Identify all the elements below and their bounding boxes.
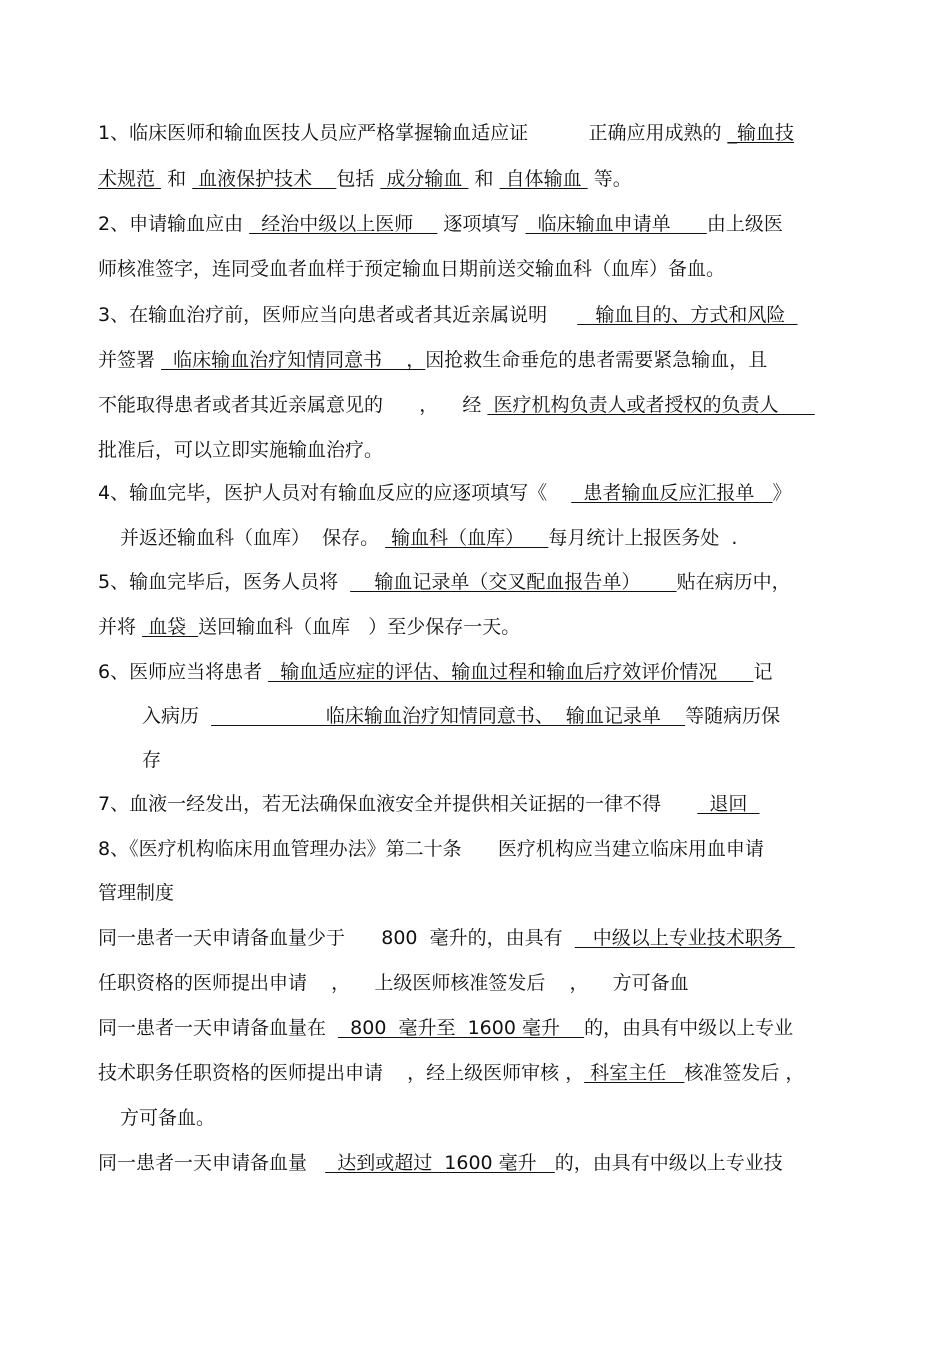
blank-answer: 输血目的、方式和风险 [577, 304, 798, 326]
text-segment: 贴在病历中， [676, 571, 791, 593]
text-segment: 8、《医疗机构临床用血管理办法》第二十条 医疗机构应当建立临床用血申请 [98, 838, 764, 860]
text-segment: 正确应用成熟的 [528, 122, 728, 144]
blank-answer: 退回 [697, 793, 760, 815]
text-line [98, 437, 383, 463]
blank-answer: 达到或超过 1600 毫升 [325, 1152, 555, 1174]
text-line [98, 347, 767, 373]
text-segment: 因抢救生命垂危的患者需要紧急输血，且 [425, 349, 768, 371]
text-segment: 等。 [587, 168, 632, 190]
text-line [98, 569, 791, 595]
text-line [98, 791, 760, 817]
text-segment: 送回输血科（血库 ）至少保存一天。 [198, 616, 521, 638]
text-line [98, 302, 798, 328]
text-segment: 等随病历保 [685, 705, 781, 727]
text-line [98, 480, 791, 506]
text-line [98, 256, 725, 282]
text-line [98, 880, 174, 906]
blank-answer: 患者输血反应汇报单 [571, 482, 773, 504]
text-segment: 师核准签字，连同受血者血样于预定输血日期前送交输血科（血库）备血。 [98, 258, 726, 280]
text-segment: 并返还输血科（血库） 保存。 [120, 527, 386, 549]
text-segment: 4、输血完毕，医护人员对有输血反应的应逐项填写《 [98, 482, 548, 504]
text-line [142, 703, 780, 729]
text-segment [547, 482, 571, 504]
blank-answer: 科室主任 [584, 1062, 685, 1084]
text-line [98, 211, 783, 237]
text-line [98, 392, 815, 418]
text-segment: 入病历 [142, 705, 212, 727]
text-segment: 任职资格的医师提出申请 ， 上级医师核准签发后 ， 方可备血 [98, 972, 689, 994]
text-line [98, 925, 795, 951]
text-segment: 3、在输血治疗前，医师应当向患者或者其近亲属说明 [98, 304, 548, 326]
text-segment: 不能取得患者或者其近亲属意见的 ， 经 [98, 394, 488, 416]
text-segment: 1、临床医师和输血医技人员应严格掌握输血适应证 [98, 122, 529, 144]
text-segment: 同一患者一天申请备血量 [98, 1152, 326, 1174]
text-segment: 和 [161, 168, 193, 190]
text-segment: 批准后，可以立即实施输血治疗。 [98, 439, 384, 461]
blank-answer: 输血科（血库） [385, 527, 549, 549]
text-line [142, 747, 161, 773]
text-line [120, 1105, 215, 1131]
text-segment: 的，由具有中级以上专业技 [554, 1152, 783, 1174]
text-line [98, 1060, 804, 1086]
blank-answer: 输血适应症的评估、输血过程和输血后疗效评价情况 [268, 661, 754, 683]
text-segment: 并签署 [98, 349, 162, 371]
text-segment: 技术职务任职资格的医师提出申请 ，经上级医师审核 ， [98, 1062, 585, 1084]
text-segment: 包括 [336, 168, 381, 190]
text-segment: 和 [468, 168, 500, 190]
text-segment: 每月统计上报医务处 . [548, 527, 738, 549]
text-segment: 同一患者一天申请备血量少于 800 毫升的，由具有 [98, 927, 575, 949]
blank-answer: 成分输血 [380, 168, 469, 190]
blank-answer: _输血技 [727, 122, 795, 144]
blank-answer: 800 毫升至 1600 毫升 [338, 1017, 585, 1039]
blank-answer: 经治中级以上医师 [249, 213, 438, 235]
text-segment: 7、血液一经发出，若无法确保血液安全并提供相关证据的一律不得 [98, 793, 662, 815]
blank-answer: 医疗机构负责人或者授权的负责人 [487, 394, 815, 416]
blank-answer: 血液保护技术 [192, 168, 337, 190]
text-segment: 核准签发后 ， [684, 1062, 805, 1084]
text-line [98, 614, 520, 640]
text-line [98, 120, 794, 146]
text-line [98, 659, 772, 685]
text-segment: 逐项填写 [437, 213, 526, 235]
blank-answer: 自体输血 [499, 168, 588, 190]
blank-answer: 血袋 [142, 616, 199, 638]
blank-answer: 术规范 [98, 168, 162, 190]
text-segment: 2、申请输血应由 [98, 213, 250, 235]
blank-answer: 临床输血治疗知情同意书、 输血记录单 [211, 705, 686, 727]
text-segment: 6、医师应当将患者 [98, 661, 269, 683]
text-segment: 并将 [98, 616, 143, 638]
text-segment [547, 304, 577, 326]
blank-answer: 输血记录单（交叉配血报告单） [350, 571, 677, 593]
text-segment: 存 [142, 749, 162, 771]
blank-answer: 中级以上专业技术职务 [574, 927, 795, 949]
text-line [98, 836, 764, 862]
text-segment: 5、输血完毕后，医务人员将 [98, 571, 351, 593]
blank-answer: 临床输血治疗知情同意书 ， [161, 349, 426, 371]
blank-answer: 临床输血申请单 [525, 213, 707, 235]
text-segment: 的，由具有中级以上专业 [584, 1017, 794, 1039]
text-segment: 管理制度 [98, 882, 175, 904]
text-segment: 同一患者一天申请备血量在 [98, 1017, 339, 1039]
text-segment: 记 [753, 661, 773, 683]
text-line [98, 166, 632, 192]
text-line [98, 970, 689, 996]
text-segment: 方可备血。 [120, 1107, 216, 1129]
text-line [120, 525, 737, 551]
text-line [98, 1015, 793, 1041]
text-segment: 由上级医 [706, 213, 783, 235]
text-line [98, 1150, 783, 1176]
text-segment: 》 [772, 482, 792, 504]
text-segment [661, 793, 697, 815]
